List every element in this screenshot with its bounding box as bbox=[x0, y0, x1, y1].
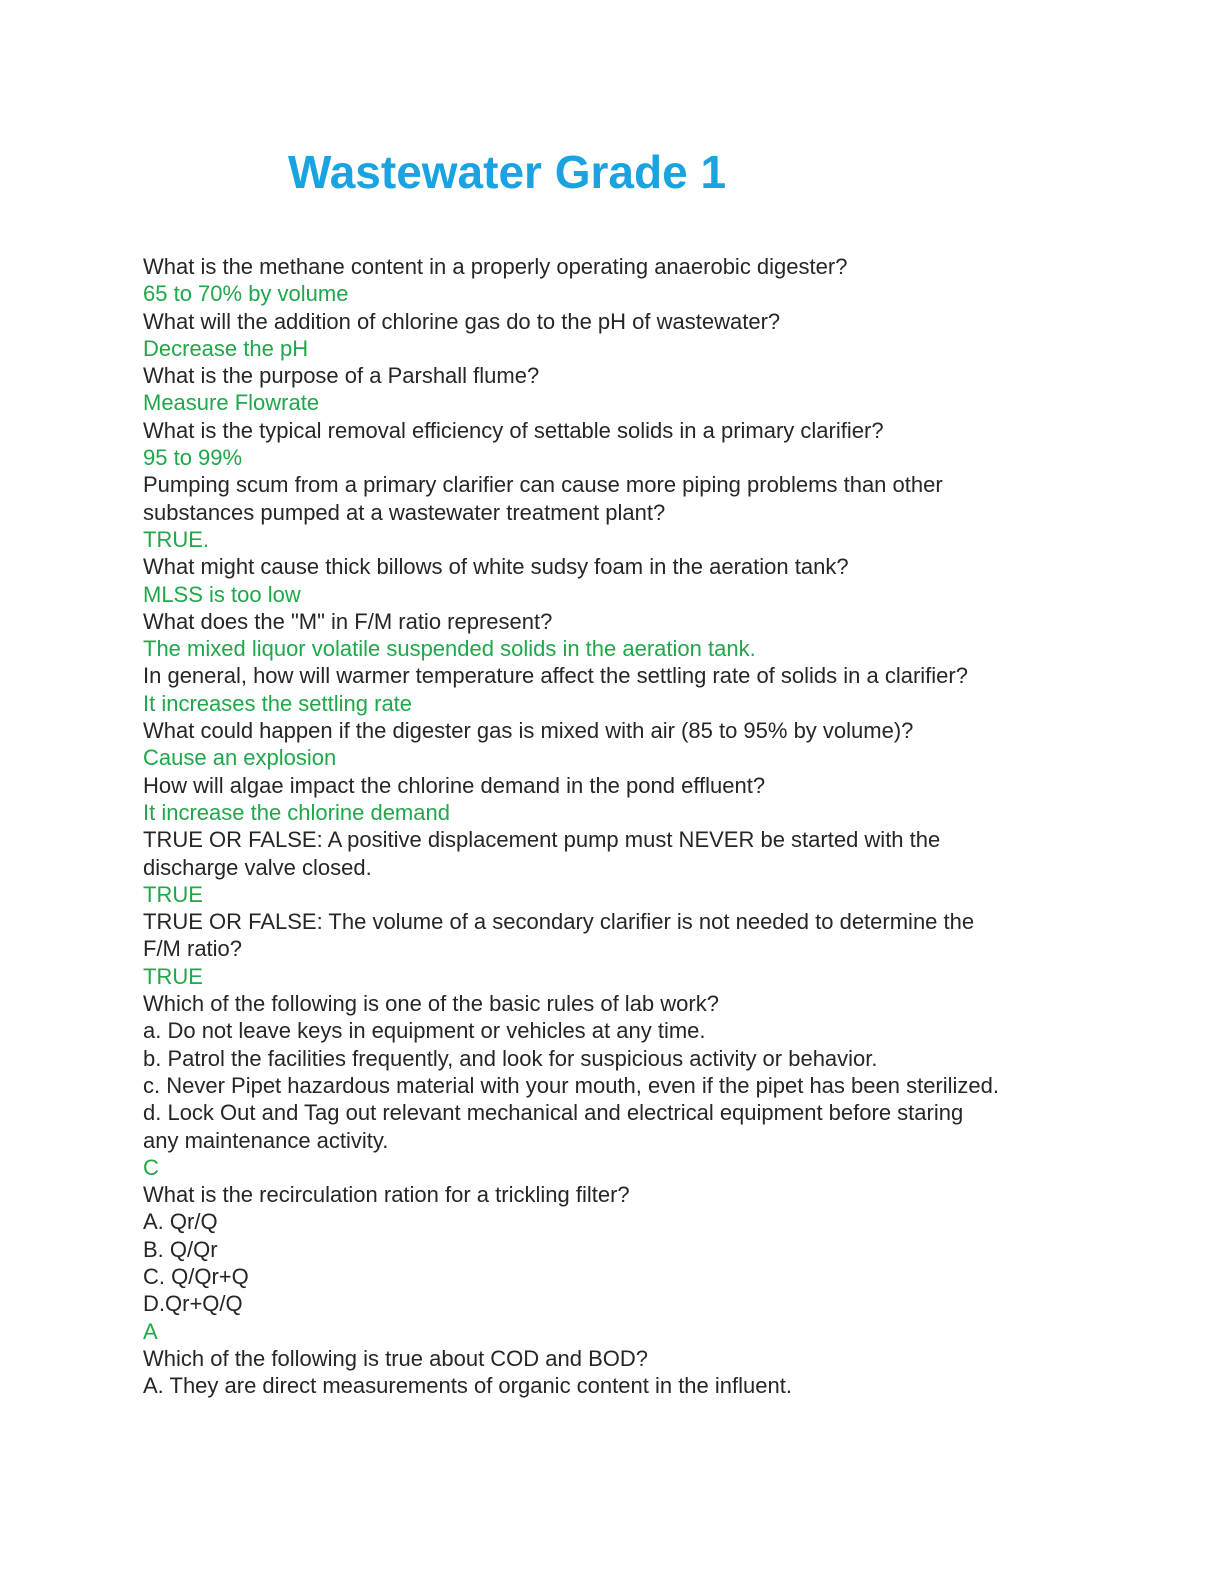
question-line: In general, how will warmer temperature affect the settling rate of solids in a clarifier? bbox=[143, 663, 968, 689]
question-line: A. Qr/Q bbox=[143, 1209, 218, 1235]
question-line: What is the purpose of a Parshall flume? bbox=[143, 363, 540, 389]
answer-line: It increases the settling rate bbox=[143, 690, 413, 716]
question-line: D.Qr+Q/Q bbox=[143, 1291, 243, 1317]
answer-line: C bbox=[143, 1154, 159, 1180]
qa-list bbox=[143, 253, 1083, 1399]
question-line: d. Lock Out and Tag out relevant mechanical and electrical equipment before staring bbox=[143, 1100, 964, 1126]
question-line: a. Do not leave keys in equipment or vehicles at any time. bbox=[143, 1018, 706, 1044]
answer-line: 95 to 99% bbox=[143, 445, 243, 471]
question-line: discharge valve closed. bbox=[143, 854, 372, 880]
question-line: What is the recirculation ration for a trickling filter? bbox=[143, 1182, 630, 1208]
answer-line: TRUE. bbox=[143, 526, 209, 552]
question-line: What might cause thick billows of white sudsy foam in the aeration tank? bbox=[143, 554, 849, 580]
question-line: TRUE OR FALSE: A positive displacement pump must NEVER be started with the bbox=[143, 827, 941, 853]
question-line: TRUE OR FALSE: The volume of a secondary clarifier is not needed to determine the bbox=[143, 909, 975, 935]
question-line: What does the "M" in F/M ratio represent? bbox=[143, 608, 553, 634]
question-line: b. Patrol the facilities frequently, and look for suspicious activity or behavior. bbox=[143, 1045, 878, 1071]
answer-line: It increase the chlorine demand bbox=[143, 799, 450, 825]
question-line: F/M ratio? bbox=[143, 936, 243, 962]
answer-line: Cause an explosion bbox=[143, 745, 337, 771]
answer-line: Decrease the pH bbox=[143, 335, 309, 361]
question-line: A. They are direct measurements of organic content in the influent. bbox=[143, 1373, 792, 1399]
question-line: C. Q/Qr+Q bbox=[143, 1263, 249, 1289]
question-line: What will the addition of chlorine gas do to the pH of wastewater? bbox=[143, 308, 781, 334]
answer-line: TRUE bbox=[143, 881, 203, 907]
question-line: Which of the following is one of the basic rules of lab work? bbox=[143, 991, 719, 1017]
question-line: How will algae impact the chlorine demand in the pond effluent? bbox=[143, 772, 766, 798]
question-line: substances pumped at a wastewater treatment plant? bbox=[143, 499, 666, 525]
answer-line: Measure Flowrate bbox=[143, 390, 320, 416]
answer-line: A bbox=[143, 1318, 158, 1344]
question-line: What could happen if the digester gas is mixed with air (85 to 95% by volume)? bbox=[143, 718, 914, 744]
question-line: c. Never Pipet hazardous material with your mouth, even if the pipet has been sterilized. bbox=[143, 1072, 1000, 1098]
answer-line: 65 to 70% by volume bbox=[143, 281, 349, 307]
answer-line: The mixed liquor volatile suspended solids in the aeration tank. bbox=[143, 636, 756, 662]
page-title: Wastewater Grade 1 bbox=[288, 146, 727, 198]
answer-line: MLSS is too low bbox=[143, 581, 301, 607]
question-line: Pumping scum from a primary clarifier can cause more piping problems than other bbox=[143, 472, 943, 498]
question-line: any maintenance activity. bbox=[143, 1127, 389, 1153]
question-line: What is the typical removal efficiency of settable solids in a primary clarifier? bbox=[143, 417, 884, 443]
question-line: What is the methane content in a properly operating anaerobic digester? bbox=[143, 254, 848, 279]
question-line: Which of the following is true about COD and BOD? bbox=[143, 1345, 649, 1371]
question-line: B. Q/Qr bbox=[143, 1236, 218, 1262]
answer-line: TRUE bbox=[143, 963, 203, 989]
